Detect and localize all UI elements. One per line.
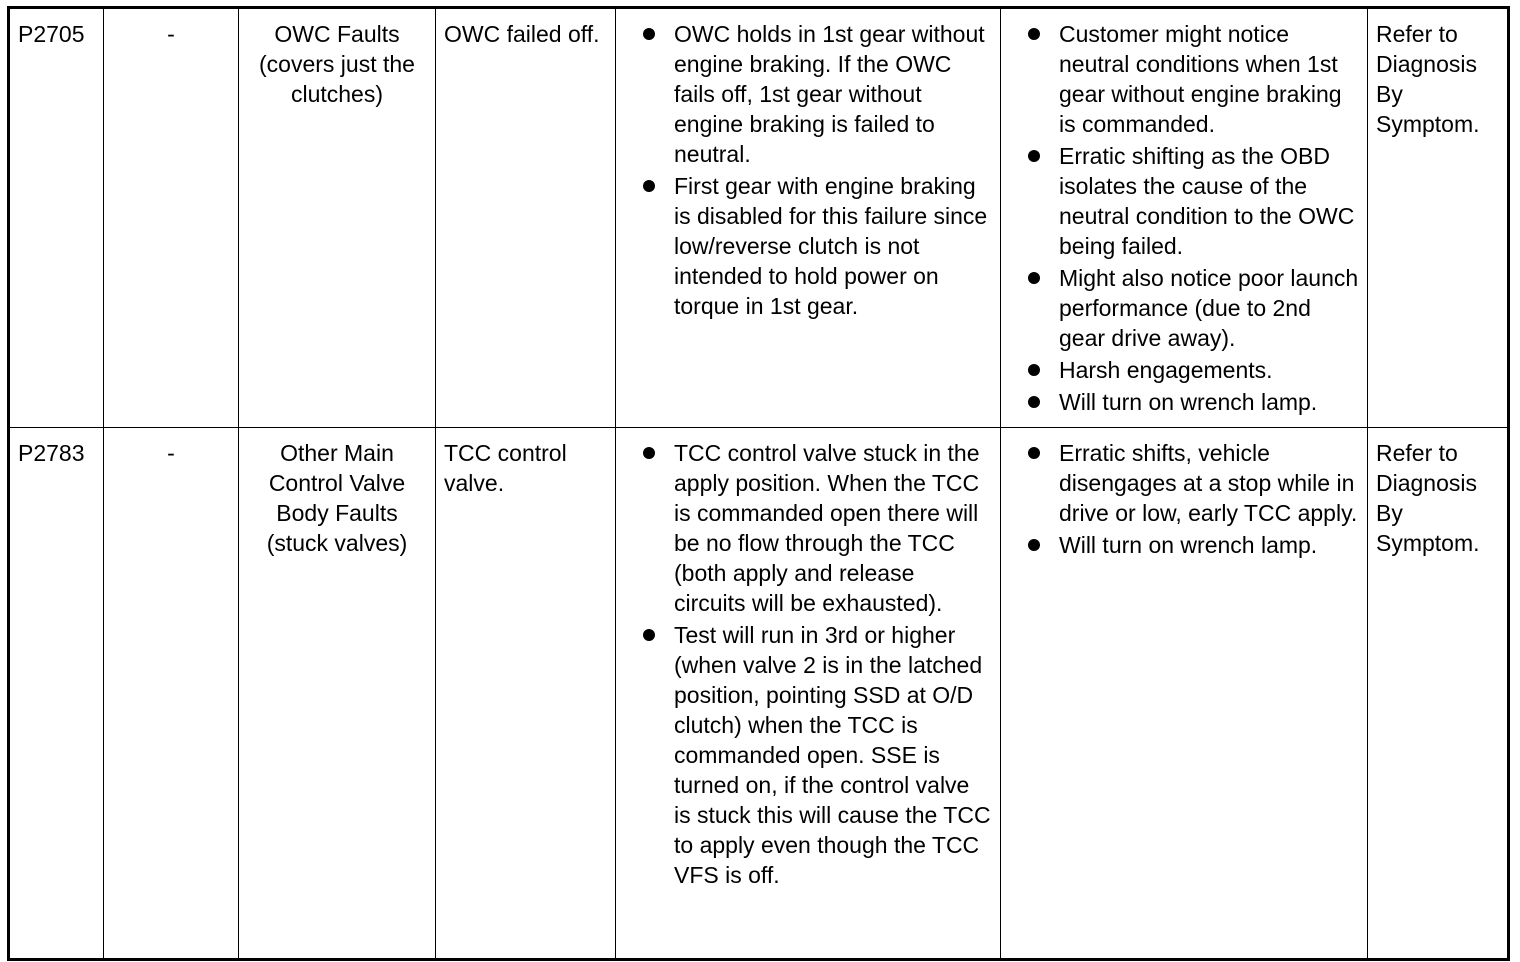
action-cell: Refer to Diagnosis By Symptom. <box>1368 428 1509 960</box>
description-cell <box>616 8 1001 428</box>
action-cell: Refer to Diagnosis By Symptom. <box>1368 8 1509 428</box>
symptoms-cell <box>1001 8 1368 428</box>
bullet-icon <box>1028 539 1040 551</box>
description-item: OWC holds in 1st gear without engine braking. If the OWC fails off, 1st gear without engine braking is failed to neutral. <box>624 19 992 169</box>
failure-mode: TCC control valve. <box>436 428 616 960</box>
table-row <box>9 428 1509 960</box>
bullet-icon <box>643 180 655 192</box>
description-cell <box>616 428 1001 960</box>
bullet-icon <box>1028 396 1040 408</box>
dtc-table <box>7 6 1510 961</box>
description-item: TCC control valve stuck in the apply position. When the TCC is commanded open there will be no flow through the TCC (both apply and release circuits will be exhausted). <box>624 438 992 618</box>
bullet-icon <box>1028 272 1040 284</box>
description-item: First gear with engine braking is disabled for this failure since low/reverse clutch is not intended to hold power on torque in 1st gear. <box>624 171 992 321</box>
symptom-item: Harsh engagements. <box>1009 355 1359 385</box>
dtc-dash: - <box>104 428 239 960</box>
fault-family: Other Main Control Valve Body Faults (stuck valves) <box>239 428 436 960</box>
failure-mode: OWC failed off. <box>436 8 616 428</box>
table-row <box>9 8 1509 428</box>
symptom-item: Erratic shifts, vehicle disengages at a stop while in drive or low, early TCC apply. <box>1009 438 1359 528</box>
bullet-icon <box>1028 364 1040 376</box>
symptom-item: Might also notice poor launch performance (due to 2nd gear drive away). <box>1009 263 1359 353</box>
bullet-icon <box>1028 150 1040 162</box>
dtc-code: P2705 <box>9 8 104 428</box>
fault-family: OWC Faults (covers just the clutches) <box>239 8 436 428</box>
symptom-item: Erratic shifting as the OBD isolates the cause of the neutral condition to the OWC being failed. <box>1009 141 1359 261</box>
dtc-dash: - <box>104 8 239 428</box>
bullet-icon <box>1028 28 1040 40</box>
bullet-icon <box>643 28 655 40</box>
symptoms-cell <box>1001 428 1368 960</box>
bullet-icon <box>643 629 655 641</box>
dtc-code: P2783 <box>9 428 104 960</box>
symptom-item: Customer might notice neutral conditions when 1st gear without engine braking is commanded. <box>1009 19 1359 139</box>
bullet-icon <box>643 447 655 459</box>
symptom-item: Will turn on wrench lamp. <box>1009 530 1359 560</box>
symptom-item: Will turn on wrench lamp. <box>1009 387 1359 417</box>
bullet-icon <box>1028 447 1040 459</box>
description-item: Test will run in 3rd or higher (when valve 2 is in the latched position, pointing SSD at O/D clutch) when the TCC is commanded open. SSE is turned on, if the control valve is stuck this will cause the TCC to apply even though the TCC VFS is off. <box>624 620 992 890</box>
